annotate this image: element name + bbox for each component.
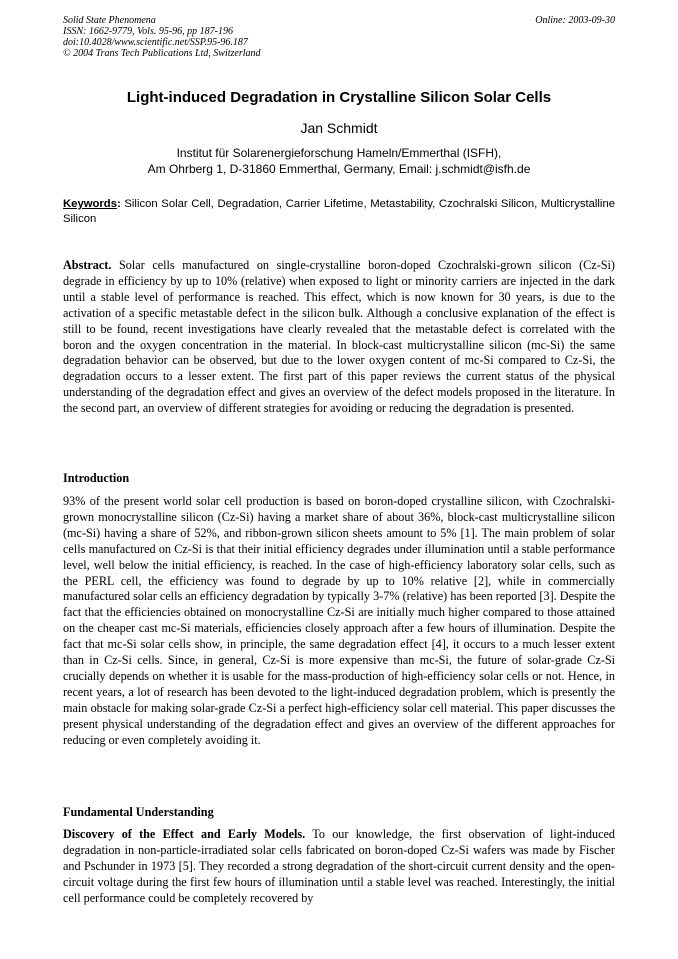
abstract-label: Abstract.: [63, 258, 112, 272]
fundamental-paragraph: [63, 827, 615, 907]
journal-name: Solid State Phenomena: [63, 15, 156, 26]
fundamental-text: To our knowledge, the first observation of light-induced degradation in non-particle-irradiated solar cells fabricated on boron-doped Cz-Si wafers was made by Fischer and Pschunder in 1973 [5]. They recorded a strong degradation of the short-circuit current density and the open-circuit voltage during the first few hours of illumination until a stable level was reached. Interestingly, the initial cell performance could be completely recovered by: [63, 827, 616, 905]
introduction-heading: Introduction: [63, 471, 130, 485]
affiliation-line-2: Am Ohrberg 1, D-31860 Emmerthal, Germany, Email: j.schmidt@isfh.de: [147, 161, 531, 176]
affiliation: [63, 146, 615, 177]
online-date: Online: 2003-09-30: [535, 15, 615, 26]
copyright-line: © 2004 Trans Tech Publications Ltd, Switzerland: [63, 48, 261, 59]
journal-header: [63, 15, 615, 59]
fundamental-heading: Fundamental Understanding: [63, 805, 214, 819]
doi-line: doi:10.4028/www.scientific.net/SSP.95-96.187: [63, 37, 248, 48]
introduction-text: 93% of the present world solar cell production is based on boron-doped crystalline silicon, with Czochralski-grown monocrystalline silicon (Cz-Si) having a market share of about 36%, block-cast multicrystalline silicon (mc-Si) having a share of 52%, and ribbon-grown silicon sheets amount to 5% [1]. The main problem of solar cells manufactured on Cz-Si is that their initial efficiency degrades under illumination until a stable performance level, well below the initial efficiency, is reached. In the case of high-efficiency laboratory solar cells, such as the PERL cell, the efficiency was found to degrade by up to 10% relative [2], while in commercially manufactured solar cells an efficiency degradation by typically 3-7% (relative) has been reported [3]. Despite the fact that the efficiencies obtained on monocrystalline Cz-Si are initially much higher compared to those attained on the cheaper cast mc-Si materials, efficiencies closely approach after a few hours of illumination. Despite the fact that mc-Si solar cells show, in principle, the same degradation effect [4], it occurs to a much lesser extent than in Cz-Si cells. Since, in general, Cz-Si is more expensive than mc-Si, the future of solar-grade Cz-Si crucially depends on whether it is usable for the mass-production of high-efficiency solar cells or not. Hence, in recent years, a lot of research has been devoted to the light-induced degradation problem, which is presently the main obstacle for making solar-grade Cz-Si a perfect high-efficiency solar cell material. This paper discusses the present physical understanding of the degradation effect and gives an overview of the different approaches for reducing or even completely avoiding it.: [63, 494, 615, 747]
author-name: Jan Schmidt: [300, 120, 378, 136]
affiliation-line-1: Institut für Solarenergieforschung Hameln/Emmerthal (ISFH),: [176, 146, 502, 160]
abstract-text: Solar cells manufactured on single-crystalline boron-doped Czochralski-grown silicon (Cz-Si) degrade in efficiency by up to 10% (relative) when exposed to light or minority carriers are injected in the dark until a stable level of performance is reached. This effect, which is now known for 30 years, is due to the activation of a specific metastable defect in the silicon bulk. Although a conclusive explanation of the effect is still to be found, recent investigations have clearly revealed that the metastable defect is correlated with the boron and the oxygen concentration in the material. In block-cast multicrystalline silicon (mc-Si) the same degradation behavior can be observed, but due to the lower oxygen content of mc-Si compared to Cz-Si, the degradation occurs to a lesser extent. The first part of this paper reviews the current status of the physical understanding of the degradation effect and gives an overview of the defect models proposed in the literature. In the second part, an overview of different strategies for avoiding or reducing the degradation is presented.: [63, 258, 615, 416]
keywords: Keywords: Silicon Solar Cell, Degradation, Carrier Lifetime, Metastability, Czochralski Silicon, Multicrystalline Silicon: [63, 198, 616, 225]
paper-title: Light-induced Degradation in Crystalline Silicon Solar Cells: [126, 89, 552, 106]
keywords-text: Silicon Solar Cell, Degradation, Carrier Lifetime, Metastability, Czochralski Silicon, Multicrystalline Silicon: [63, 198, 616, 225]
issn-line: ISSN: 1662-9779, Vols. 95-96, pp 187-196: [63, 26, 233, 37]
keywords-label: Keywords: [63, 198, 117, 210]
fundamental-subheading: Discovery of the Effect and Early Models.: [63, 827, 306, 841]
abstract: [63, 258, 615, 417]
